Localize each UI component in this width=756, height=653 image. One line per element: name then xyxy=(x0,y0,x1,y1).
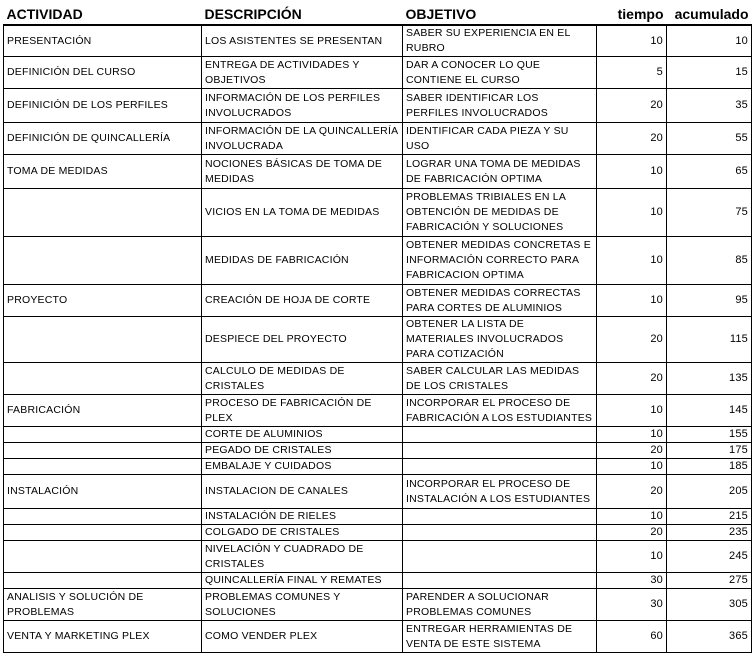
table-row xyxy=(4,395,752,427)
cell-tiempo[interactable]: 20 xyxy=(597,475,667,509)
cell-tiempo[interactable]: 20 xyxy=(597,89,667,123)
table-body xyxy=(4,25,752,653)
cell-descripcion[interactable]: CREACIÓN DE HOJA DE CORTE xyxy=(202,285,403,317)
cell-acumulado[interactable]: 185 xyxy=(667,459,752,475)
cell-acumulado[interactable]: 275 xyxy=(667,573,752,589)
cell-acumulado[interactable]: 175 xyxy=(667,443,752,459)
cell-descripcion[interactable]: LOS ASISTENTES SE PRESENTAN xyxy=(202,25,403,57)
cell-descripcion[interactable]: INSTALACIÓN DE RIELES xyxy=(202,509,403,525)
cell-acumulado[interactable]: 75 xyxy=(667,189,752,237)
activity-table xyxy=(3,4,752,653)
cell-tiempo[interactable]: 5 xyxy=(597,57,667,89)
header-actividad[interactable]: ACTIVIDAD xyxy=(4,4,202,25)
cell-objetivo[interactable] xyxy=(403,427,597,443)
cell-tiempo[interactable]: 10 xyxy=(597,237,667,285)
cell-tiempo[interactable]: 20 xyxy=(597,443,667,459)
header-acumulado[interactable]: acumulado xyxy=(667,4,752,25)
cell-objetivo[interactable] xyxy=(403,573,597,589)
table-row xyxy=(4,237,752,285)
cell-acumulado[interactable]: 55 xyxy=(667,123,752,155)
cell-actividad[interactable]: DEFINICIÓN DE QUINCALLERÍA xyxy=(4,123,202,155)
cell-actividad[interactable] xyxy=(4,427,202,443)
cell-objetivo[interactable]: INCORPORAR EL PROCESO DE FABRICACIÓN A LOS ESTUDIANTES xyxy=(403,395,597,427)
table-row xyxy=(4,509,752,525)
cell-tiempo[interactable]: 20 xyxy=(597,317,667,363)
header-row xyxy=(4,4,752,25)
cell-acumulado[interactable]: 145 xyxy=(667,395,752,427)
cell-actividad[interactable]: DEFINICIÓN DE LOS PERFILES xyxy=(4,89,202,123)
cell-descripcion[interactable]: INSTALACION DE CANALES xyxy=(202,475,403,509)
cell-tiempo[interactable]: 10 xyxy=(597,155,667,189)
cell-tiempo[interactable]: 10 xyxy=(597,395,667,427)
cell-objetivo[interactable]: LOGRAR UNA TOMA DE MEDIDAS DE FABRICACIÓN OPTIMA xyxy=(403,155,597,189)
cell-tiempo[interactable]: 30 xyxy=(597,589,667,621)
cell-actividad[interactable] xyxy=(4,443,202,459)
cell-objetivo[interactable]: OBTENER LA LISTA DE MATERIALES INVOLUCRADOS PARA COTIZACIÓN xyxy=(403,317,597,363)
header-tiempo[interactable]: tiempo xyxy=(597,4,667,25)
cell-descripcion[interactable]: PEGADO DE CRISTALES xyxy=(202,443,403,459)
cell-acumulado[interactable]: 245 xyxy=(667,541,752,573)
cell-actividad[interactable] xyxy=(4,237,202,285)
cell-objetivo[interactable]: OBTENER MEDIDAS CORRECTAS PARA CORTES DE ALUMINIOS xyxy=(403,285,597,317)
table-row xyxy=(4,443,752,459)
cell-objetivo[interactable] xyxy=(403,459,597,475)
table-row xyxy=(4,525,752,541)
table-row xyxy=(4,475,752,509)
cell-tiempo[interactable]: 20 xyxy=(597,363,667,395)
cell-actividad[interactable]: PROYECTO xyxy=(4,285,202,317)
cell-descripcion[interactable]: INFORMACIÓN DE LA QUINCALLERÍA INVOLUCRADA xyxy=(202,123,403,155)
table-row xyxy=(4,123,752,155)
cell-descripcion[interactable]: PROCESO DE FABRICACIÓN DE PLEX xyxy=(202,395,403,427)
cell-actividad[interactable]: PRESENTACIÓN xyxy=(4,25,202,57)
cell-objetivo[interactable] xyxy=(403,541,597,573)
cell-tiempo[interactable]: 10 xyxy=(597,459,667,475)
cell-descripcion[interactable]: COLGADO DE CRISTALES xyxy=(202,525,403,541)
table-row xyxy=(4,57,752,89)
cell-descripcion[interactable]: QUINCALLERÍA FINAL Y REMATES xyxy=(202,573,403,589)
cell-actividad[interactable] xyxy=(4,363,202,395)
header-descripcion[interactable]: DESCRIPCIÓN xyxy=(202,4,403,25)
cell-descripcion[interactable]: CALCULO DE MEDIDAS DE CRISTALES xyxy=(202,363,403,395)
cell-descripcion[interactable]: NOCIONES BÁSICAS DE TOMA DE MEDIDAS xyxy=(202,155,403,189)
cell-tiempo[interactable]: 10 xyxy=(597,25,667,57)
cell-actividad[interactable]: VENTA Y MARKETING PLEX xyxy=(4,621,202,653)
cell-descripcion[interactable]: INFORMACIÓN DE LOS PERFILES INVOLUCRADOS xyxy=(202,89,403,123)
cell-descripcion[interactable]: NIVELACIÓN Y CUADRADO DE CRISTALES xyxy=(202,541,403,573)
cell-acumulado[interactable]: 305 xyxy=(667,589,752,621)
cell-actividad[interactable]: INSTALACIÓN xyxy=(4,475,202,509)
table-row xyxy=(4,89,752,123)
table-row xyxy=(4,25,752,57)
cell-objetivo[interactable] xyxy=(403,509,597,525)
cell-actividad[interactable] xyxy=(4,525,202,541)
cell-actividad[interactable] xyxy=(4,573,202,589)
table-row xyxy=(4,621,752,653)
cell-acumulado[interactable]: 85 xyxy=(667,237,752,285)
cell-descripcion[interactable]: VICIOS EN LA TOMA DE MEDIDAS xyxy=(202,189,403,237)
cell-actividad[interactable] xyxy=(4,189,202,237)
cell-descripcion[interactable]: DESPIECE DEL PROYECTO xyxy=(202,317,403,363)
cell-descripcion[interactable]: MEDIDAS DE FABRICACIÓN xyxy=(202,237,403,285)
table-row xyxy=(4,573,752,589)
cell-objetivo[interactable]: OBTENER MEDIDAS CONCRETAS E INFORMACIÓN CORRECTO PARA FABRICACION OPTIMA xyxy=(403,237,597,285)
table-header xyxy=(4,4,752,25)
cell-tiempo[interactable]: 20 xyxy=(597,525,667,541)
cell-actividad[interactable] xyxy=(4,541,202,573)
cell-actividad[interactable]: TOMA DE MEDIDAS xyxy=(4,155,202,189)
cell-acumulado[interactable]: 205 xyxy=(667,475,752,509)
cell-tiempo[interactable]: 10 xyxy=(597,285,667,317)
cell-objetivo[interactable]: SABER CALCULAR LAS MEDIDAS DE LOS CRISTALES xyxy=(403,363,597,395)
cell-acumulado[interactable]: 115 xyxy=(667,317,752,363)
cell-acumulado[interactable]: 155 xyxy=(667,427,752,443)
cell-acumulado[interactable]: 135 xyxy=(667,363,752,395)
cell-descripcion[interactable]: COMO VENDER PLEX xyxy=(202,621,403,653)
cell-objetivo[interactable]: PARENDER A SOLUCIONAR PROBLEMAS COMUNES xyxy=(403,589,597,621)
cell-tiempo[interactable]: 60 xyxy=(597,621,667,653)
table-row xyxy=(4,285,752,317)
cell-objetivo[interactable]: SABER SU EXPERIENCIA EN EL RUBRO xyxy=(403,25,597,57)
table-row xyxy=(4,459,752,475)
cell-objetivo[interactable]: SABER IDENTIFICAR LOS PERFILES INVOLUCRADOS xyxy=(403,89,597,123)
cell-tiempo[interactable]: 10 xyxy=(597,189,667,237)
cell-objetivo[interactable] xyxy=(403,525,597,541)
cell-actividad[interactable]: ANALISIS Y SOLUCIÓN DE PROBLEMAS xyxy=(4,589,202,621)
table-row xyxy=(4,427,752,443)
cell-acumulado[interactable]: 95 xyxy=(667,285,752,317)
cell-acumulado[interactable]: 365 xyxy=(667,621,752,653)
table-row xyxy=(4,363,752,395)
cell-descripcion[interactable]: PROBLEMAS COMUNES Y SOLUCIONES xyxy=(202,589,403,621)
cell-descripcion[interactable]: EMBALAJE Y CUIDADOS xyxy=(202,459,403,475)
cell-actividad[interactable]: FABRICACIÓN xyxy=(4,395,202,427)
cell-actividad[interactable]: DEFINICIÓN DEL CURSO xyxy=(4,57,202,89)
cell-objetivo[interactable]: PROBLEMAS TRIBIALES EN LA OBTENCIÓN DE MEDIDAS DE FABRICACIÓN Y SOLUCIONES xyxy=(403,189,597,237)
cell-actividad[interactable] xyxy=(4,317,202,363)
cell-acumulado[interactable]: 35 xyxy=(667,89,752,123)
cell-tiempo[interactable]: 10 xyxy=(597,541,667,573)
cell-tiempo[interactable]: 10 xyxy=(597,427,667,443)
table-row xyxy=(4,189,752,237)
cell-objetivo[interactable] xyxy=(403,443,597,459)
table-row xyxy=(4,155,752,189)
cell-objetivo[interactable]: DAR A CONOCER LO QUE CONTIENE EL CURSO xyxy=(403,57,597,89)
cell-tiempo[interactable]: 30 xyxy=(597,573,667,589)
cell-actividad[interactable] xyxy=(4,459,202,475)
cell-objetivo[interactable]: ENTREGAR HERRAMIENTAS DE VENTA DE ESTE SISTEMA xyxy=(403,621,597,653)
cell-acumulado[interactable]: 15 xyxy=(667,57,752,89)
cell-acumulado[interactable]: 235 xyxy=(667,525,752,541)
table-row xyxy=(4,317,752,363)
cell-descripcion[interactable]: ENTREGA DE ACTIVIDADES Y OBJETIVOS xyxy=(202,57,403,89)
cell-acumulado[interactable]: 215 xyxy=(667,509,752,525)
cell-acumulado[interactable]: 65 xyxy=(667,155,752,189)
cell-objetivo[interactable]: INCORPORAR EL PROCESO DE INSTALACIÓN A LOS ESTUDIANTES xyxy=(403,475,597,509)
cell-tiempo[interactable]: 10 xyxy=(597,509,667,525)
cell-actividad[interactable] xyxy=(4,509,202,525)
table-row xyxy=(4,541,752,573)
table-row xyxy=(4,589,752,621)
cell-descripcion[interactable]: CORTE DE ALUMINIOS xyxy=(202,427,403,443)
cell-objetivo[interactable]: IDENTIFICAR CADA PIEZA Y SU USO xyxy=(403,123,597,155)
header-objetivo[interactable]: OBJETIVO xyxy=(403,4,597,25)
cell-tiempo[interactable]: 20 xyxy=(597,123,667,155)
cell-acumulado[interactable]: 10 xyxy=(667,25,752,57)
